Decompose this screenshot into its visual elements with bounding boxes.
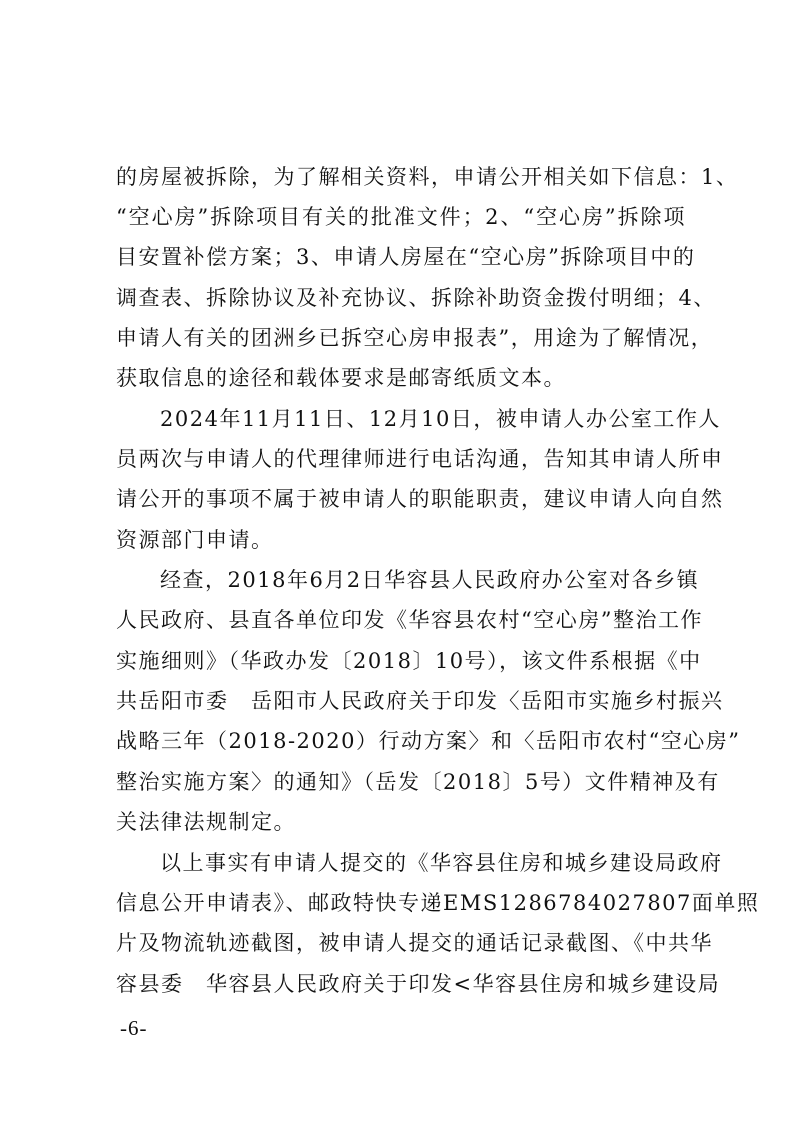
paragraph-first-line: 以上事实有申请人提交的《华容县住房和城乡建设局政府	[160, 851, 723, 875]
body-line: 信息公开申请表》、邮政特快专递EMS1286784027807面单照	[116, 891, 760, 915]
body-line: 的房屋被拆除，为了解相关资料，申请公开相关如下信息：1、	[116, 165, 739, 189]
body-line: 目安置补偿方案；3、申请人房屋在“空心房”拆除项目中的	[116, 245, 696, 269]
page-number: -6-	[120, 1016, 148, 1040]
body-line: 片及物流轨迹截图，被申请人提交的通话记录截图、《中共华	[116, 931, 713, 955]
body-line: 资源部门申请。	[116, 528, 274, 552]
body-line: 请公开的事项不属于被申请人的职能职责，建议申请人向自然	[116, 487, 724, 511]
paragraph-first-line: 2024年11月11日、12月10日，被申请人办公室工作人	[160, 407, 721, 431]
paragraph-first-line: 经查，2018年6月2日华容县人民政府办公室对各乡镇	[160, 568, 700, 592]
body-line: 获取信息的途径和载体要求是邮寄纸质文本。	[116, 366, 566, 390]
body-line: 申请人有关的团洲乡已拆空心房申报表”，用途为了解情况，	[116, 326, 714, 350]
body-line: 容县委 华容县人民政府关于印发<华容县住房和城乡建设局	[116, 972, 721, 996]
body-line: 战略三年（2018-2020）行动方案〉和〈岳阳市农村“空心房”	[116, 729, 741, 753]
body-line: 关法律法规制定。	[116, 810, 296, 834]
body-line: 实施细则》（华政办发〔2018〕10号），该文件系根据《中	[116, 649, 702, 673]
body-line: 调查表、拆除协议及补充协议、拆除补助资金拨付明细；4、	[116, 286, 716, 310]
body-line: 人民政府、县直各单位印发《华容县农村“空心房”整治工作	[116, 608, 703, 632]
body-line: 共岳阳市委 岳阳市人民政府关于印发〈岳阳市实施乡村振兴	[116, 689, 724, 713]
body-line: “空心房”拆除项目有关的批准文件；2、“空心房”拆除项	[116, 205, 686, 229]
body-line: 员两次与申请人的代理律师进行电话沟通，告知其申请人所申	[116, 447, 724, 471]
body-line: 整治实施方案〉的通知》（岳发〔2018〕5号）文件精神及有	[116, 770, 720, 794]
